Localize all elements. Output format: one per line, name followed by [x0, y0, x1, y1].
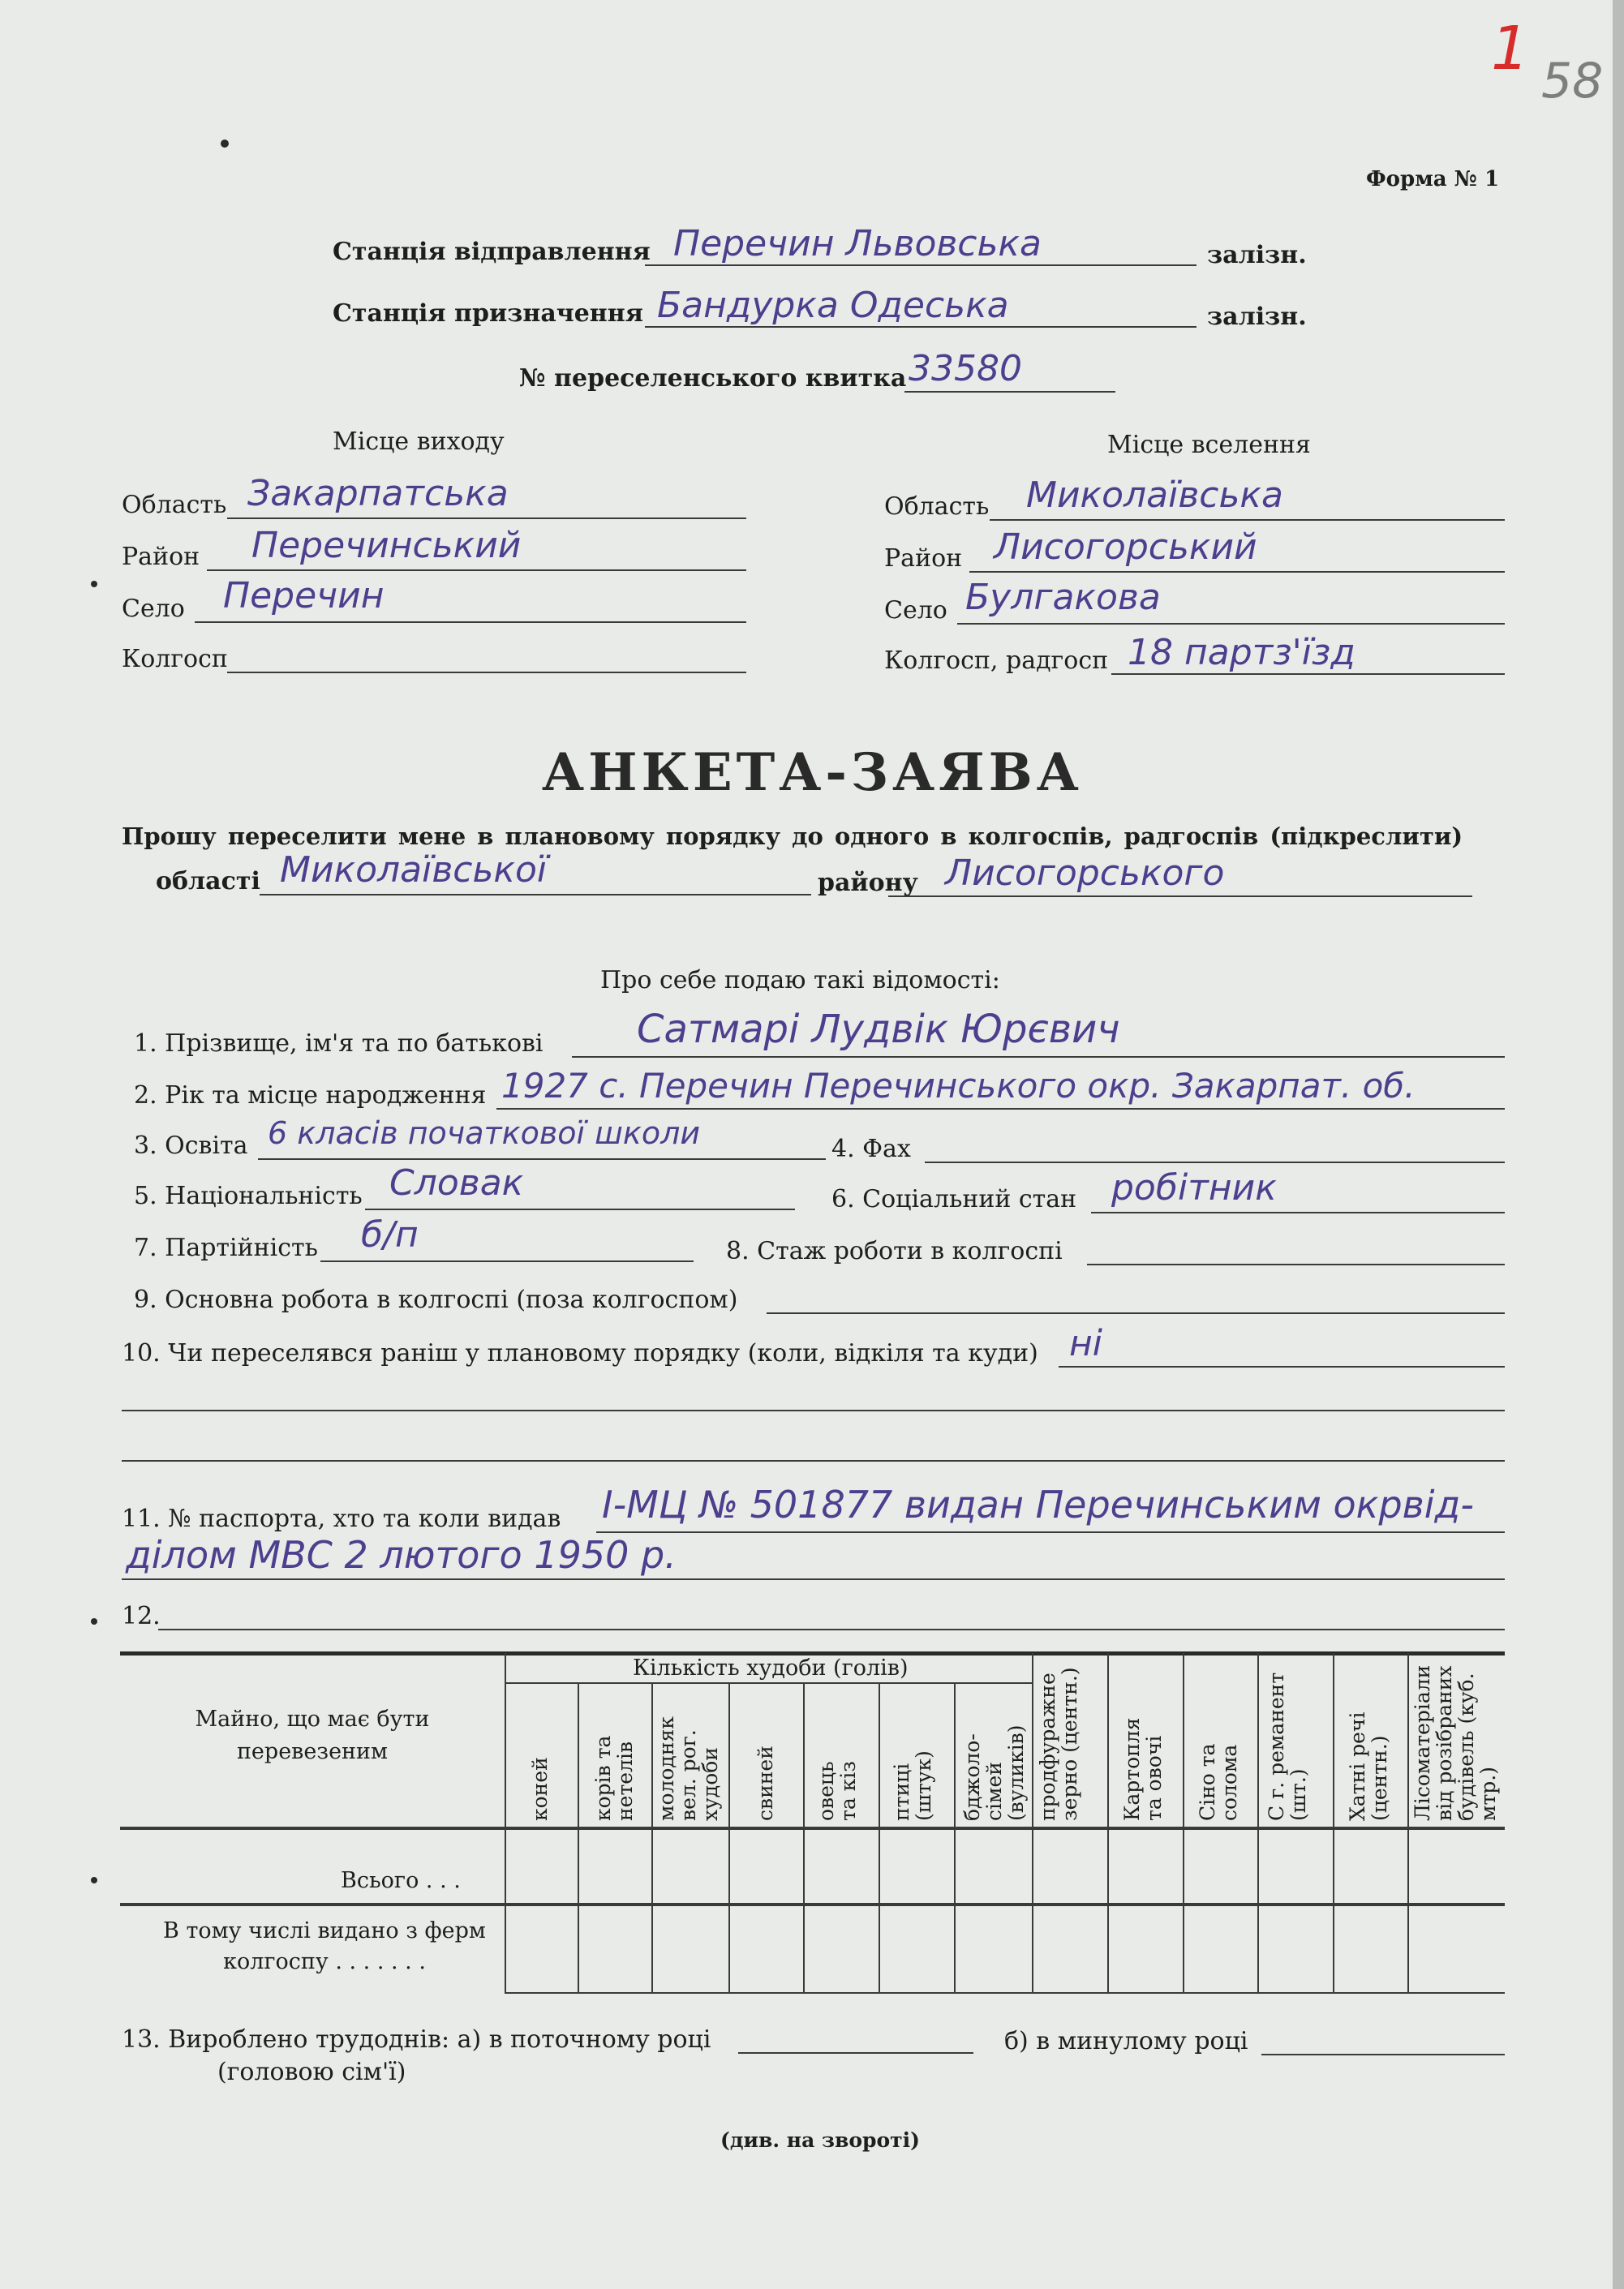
origin-kolkhoz-line: [227, 672, 746, 673]
table-header-bottom: [120, 1827, 1505, 1830]
table-col-header: Картопля та овочі: [1120, 1717, 1166, 1821]
origin-region-label: Область: [122, 491, 227, 519]
table-col-header: коней: [528, 1757, 552, 1821]
q2-value: 1927 с. Перечин Перечинського окр. Закарпат. об.: [501, 1066, 1416, 1106]
table-row-total-label: Всього . . .: [341, 1868, 461, 1893]
table-col-divider: [1333, 1653, 1334, 1994]
table-col-header: молодняк вел. рог. худоби: [655, 1716, 722, 1821]
request-region-line: [260, 894, 811, 895]
settlement-kolkhoz-value: 18 партз'їзд: [1128, 632, 1355, 673]
table-col-header: овець та кіз: [814, 1761, 860, 1821]
origin-village-label: Село: [122, 595, 185, 623]
q8-line: [1087, 1264, 1505, 1265]
q1-label: 1. Прізвище, ім'я та по батькові: [134, 1029, 543, 1058]
q10-extra-line-2: [122, 1460, 1505, 1462]
q13-label: 13. Вироблено трудоднів: а) в поточному році: [122, 2025, 711, 2054]
table-col-header: Сіно та солома: [1196, 1743, 1241, 1821]
railway-suffix-2: залізн.: [1207, 303, 1307, 331]
request-district-value: Лисогорського: [945, 852, 1225, 894]
q11-label: 11. № паспорта, хто та коли видав: [122, 1505, 561, 1533]
q3-value: 6 класів початкової школи: [268, 1115, 701, 1151]
table-livestock-header: Кількість худоби (голів): [633, 1656, 909, 1681]
q13-b-label: б) в минулому році: [1004, 2027, 1248, 2055]
binding-hole: [91, 1877, 97, 1883]
request-region-label: області: [156, 867, 260, 895]
q12-label: 12.: [122, 1602, 161, 1630]
ticket-number-label: № переселенського квитка: [519, 364, 907, 393]
table-row-farm-label: В тому числі видано з ферм колгоспу . . . . . . .: [163, 1918, 486, 1974]
request-district-label: району: [818, 869, 918, 897]
settlement-region-value: Миколаївська: [1026, 475, 1283, 516]
origin-region-value: Закарпатська: [247, 473, 509, 514]
q9-line: [767, 1312, 1505, 1314]
origin-district-value: Перечинський: [251, 525, 522, 566]
table-col-header: свиней: [754, 1746, 777, 1821]
q1-line: [572, 1056, 1505, 1058]
origin-district-label: Район: [122, 543, 200, 571]
q1-value: Сатмарі Лудвік Юрєвич: [637, 1007, 1120, 1052]
departure-station-value: Перечин Львовська: [673, 223, 1042, 264]
origin-kolkhoz-label: Колгосп: [122, 645, 228, 673]
livestock-group-line: [505, 1682, 1032, 1684]
table-col-header: птиці (штук): [890, 1750, 935, 1821]
table-col-divider: [1257, 1653, 1259, 1994]
settlement-kolkhoz-line: [1111, 673, 1505, 675]
origin-heading: Місце виходу: [333, 427, 505, 456]
q6-line: [1091, 1212, 1505, 1213]
departure-station-label: Станція відправлення: [333, 238, 651, 266]
q13-sublabel: (головою сім'ї): [217, 2058, 406, 2086]
settlement-district-label: Район: [884, 544, 963, 573]
settlement-heading: Місце вселення: [1107, 431, 1311, 459]
table-col-header: бджоло-сімей (вуликів): [960, 1724, 1028, 1821]
settlement-kolkhoz-label: Колгосп, радгосп: [884, 646, 1109, 675]
table-bottom-border: [505, 1992, 1505, 1994]
footer-note: (див. на звороті): [720, 2128, 920, 2152]
table-col-divider: [1407, 1653, 1409, 1994]
origin-district-line: [207, 569, 746, 571]
q7-label: 7. Партійність: [134, 1234, 318, 1262]
table-col-divider: [954, 1684, 956, 1994]
request-text: Прошу переселити мене в плановому порядку до одного в колгоспів, радгоспів (підкреслити): [122, 822, 1463, 850]
binding-hole: [91, 1618, 97, 1625]
q5-line: [365, 1209, 795, 1210]
settlement-district-line: [969, 571, 1505, 573]
q12-line: [158, 1629, 1505, 1630]
table-col-header: продфуражне зерно (центн.): [1036, 1667, 1081, 1821]
q11-value-line2: ділом МВС 2 лютого 1950 р.: [126, 1533, 677, 1577]
table-col-divider: [879, 1684, 880, 1994]
q6-label: 6. Соціальний стан: [831, 1185, 1077, 1213]
table-col-divider: [803, 1684, 805, 1994]
table-col-divider: [1107, 1653, 1109, 1994]
form-number: Форма № 1: [1366, 167, 1500, 191]
table-property-header: Майно, що має бути перевезеним: [195, 1707, 430, 1764]
table-col-divider: [1032, 1653, 1033, 1994]
binding-hole: [91, 581, 97, 587]
table-col-divider: [505, 1653, 506, 1994]
origin-village-line: [195, 621, 746, 623]
q13-b-line: [1261, 2054, 1505, 2055]
q6-value: робітник: [1111, 1167, 1277, 1209]
q2-line: [496, 1108, 1505, 1110]
q8-label: 8. Стаж роботи в колгоспі: [726, 1237, 1063, 1265]
table-col-divider: [728, 1684, 730, 1994]
table-col-divider: [1183, 1653, 1184, 1994]
q10-extra-line-1: [122, 1410, 1505, 1411]
request-district-line: [888, 895, 1472, 897]
request-region-value: Миколаївської: [280, 849, 548, 891]
ticket-number-line: [904, 391, 1115, 393]
binding-hole: [221, 140, 229, 148]
q7-line: [320, 1260, 694, 1262]
q3-line: [258, 1158, 826, 1160]
table-col-header: корів та нетелів: [591, 1735, 637, 1821]
q11-value-line1: I-МЦ № 501877 видан Перечинським окрвід-: [602, 1483, 1474, 1527]
table-col-divider: [651, 1684, 653, 1994]
table-col-divider: [578, 1684, 579, 1994]
q2-label: 2. Рік та місце народження: [134, 1081, 487, 1110]
archive-number-pencil: 58: [1541, 53, 1604, 110]
q10-label: 10. Чи переселявся раніш у плановому порядку (коли, відкіля та куди): [122, 1339, 1038, 1368]
q7-value: б/п: [361, 1214, 419, 1256]
settlement-district-value: Лисогорський: [994, 526, 1257, 568]
settlement-village-label: Село: [884, 596, 947, 625]
settlement-region-line: [990, 519, 1505, 521]
q5-label: 5. Національність: [134, 1182, 363, 1210]
q10-value: ні: [1069, 1323, 1102, 1364]
q11-line-2: [122, 1578, 1505, 1580]
table-col-header: Хатні речі (центн.): [1346, 1711, 1391, 1821]
form-title: АНКЕТА-ЗАЯВА: [542, 742, 1083, 803]
destination-station-line: [645, 326, 1197, 328]
q11-line: [596, 1531, 1505, 1533]
origin-village-value: Перечин: [223, 575, 385, 616]
ticket-number-value: 33580: [909, 348, 1022, 389]
q13-a-line: [738, 2052, 973, 2054]
railway-suffix-1: залізн.: [1207, 241, 1307, 269]
q3-label: 3. Освіта: [134, 1132, 248, 1160]
q10-line: [1059, 1366, 1505, 1368]
settlement-village-line: [957, 623, 1505, 625]
archive-number-red: 1: [1491, 14, 1530, 84]
table-col-header: Лісоматеріали від розібраних будівель (куб. мтр.): [1411, 1664, 1500, 1821]
q4-line: [925, 1162, 1505, 1163]
q4-label: 4. Фах: [831, 1135, 911, 1163]
q5-value: Словак: [389, 1162, 524, 1204]
departure-station-line: [645, 264, 1197, 266]
q9-label: 9. Основна робота в колгоспі (поза колгоспом): [134, 1286, 738, 1314]
origin-region-line: [227, 517, 746, 519]
destination-station-label: Станція призначення: [333, 299, 643, 328]
intro-text: Про себе подаю такі відомості:: [600, 966, 1000, 994]
destination-station-value: Бандурка Одеська: [657, 285, 1009, 326]
settlement-village-value: Булгакова: [965, 577, 1161, 618]
settlement-region-label: Область: [884, 492, 990, 521]
table-col-header: С г. реманент (шт.): [1265, 1672, 1310, 1821]
table-row-separator: [120, 1903, 1505, 1906]
